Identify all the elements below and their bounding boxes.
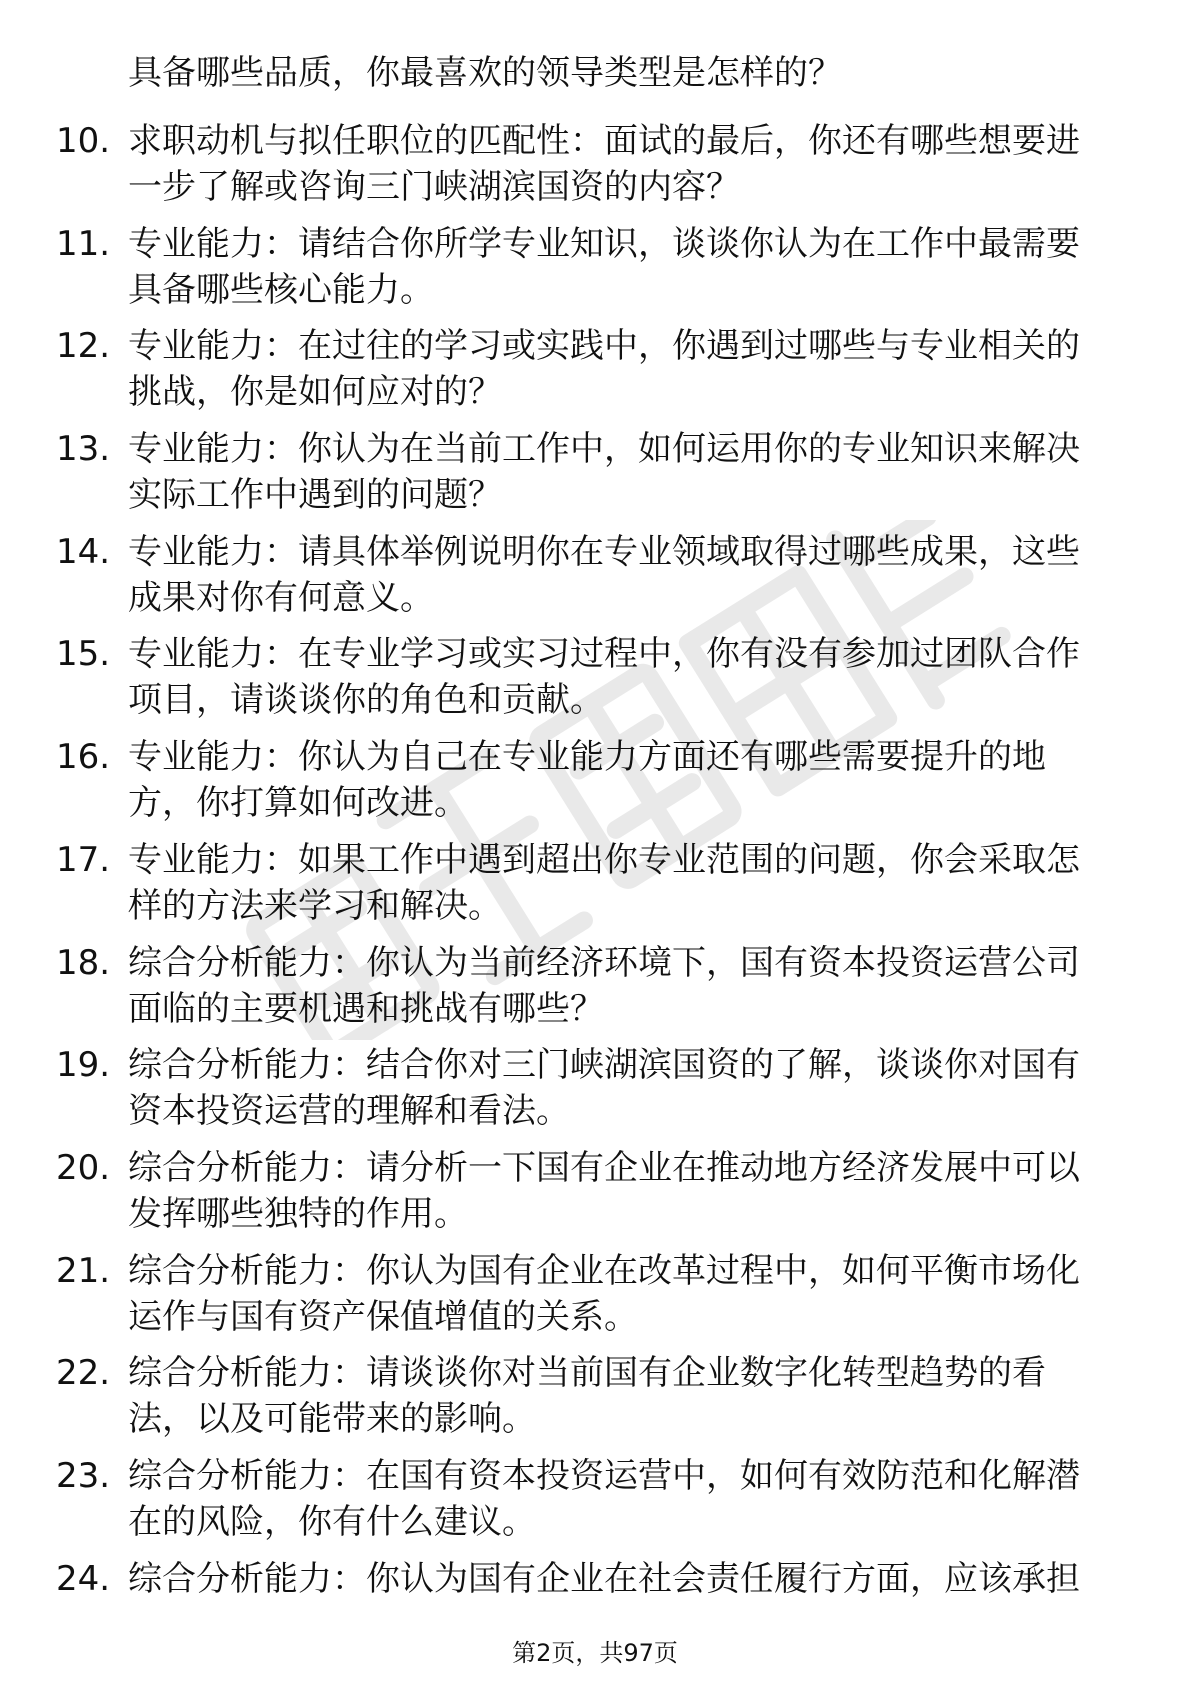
question-item (0, 734, 1190, 837)
question-text: 专业能力：在专业学习或实习过程中，你有没有参加过团队合作 项目，请谈谈你的角色和贡献。 (128, 634, 1080, 721)
question-text: 专业能力：请结合你所学专业知识，谈谈你认为在工作中最需要 具备哪些核心能力。 (128, 223, 1080, 310)
question-text: 专业能力：如果工作中遇到超出你专业范围的问题，你会采取怎 样的方法来学习和解决。 (128, 839, 1080, 926)
question-list (0, 118, 1190, 1658)
continuation-line: 具备哪些品质，你最喜欢的领导类型是怎样的？ (128, 53, 842, 93)
question-text: 综合分析能力：结合你对三门峡湖滨国资的了解，谈谈你对国有 资本投资运营的理解和看法。 (128, 1045, 1080, 1132)
question-number: 17. (56, 839, 111, 880)
question-item (0, 1248, 1190, 1351)
question-text: 专业能力：在过往的学习或实践中，你遇到过哪些与专业相关的 挑战，你是如何应对的？ (128, 326, 1080, 413)
question-item (0, 1042, 1190, 1145)
question-item (0, 426, 1190, 529)
question-text: 综合分析能力：你认为当前经济环境下，国有资本投资运营公司 面临的主要机遇和挑战有哪些？ (128, 942, 1080, 1029)
question-text: 专业能力：请具体举例说明你在专业领域取得过哪些成果，这些 成果对你有何意义。 (128, 531, 1080, 618)
question-number: 16. (56, 737, 111, 778)
question-number: 14. (56, 531, 111, 572)
question-number: 11. (56, 223, 111, 264)
question-item (0, 837, 1190, 940)
question-item (0, 118, 1190, 221)
question-text: 综合分析能力：请分析一下国有企业在推动地方经济发展中可以 发挥哪些独特的作用。 (128, 1147, 1080, 1234)
question-number: 18. (56, 942, 111, 983)
page-number-footer: 第2页，共97页 (512, 1639, 678, 1667)
question-number: 23. (56, 1455, 111, 1496)
question-item (0, 1145, 1190, 1248)
question-number: 22. (56, 1353, 111, 1394)
question-text: 专业能力：你认为自己在专业能力方面还有哪些需要提升的地 方，你打算如何改进。 (128, 737, 1046, 824)
question-number: 10. (56, 121, 111, 161)
question-number: 19. (56, 1045, 111, 1086)
question-number: 21. (56, 1250, 111, 1291)
question-text: 综合分析能力：你认为国有企业在社会责任履行方面，应该承担 (128, 1558, 1080, 1599)
question-item (0, 940, 1190, 1043)
question-item (0, 1453, 1190, 1556)
question-number: 24. (56, 1558, 111, 1599)
question-text: 求职动机与拟任职位的匹配性：面试的最后，你还有哪些想要进 一步了解或咨询三门峡湖滨国资的内容？ (128, 121, 1080, 207)
question-item (0, 529, 1190, 632)
question-item (0, 1350, 1190, 1453)
question-number: 12. (56, 326, 111, 367)
question-text: 综合分析能力：你认为国有企业在改革过程中，如何平衡市场化 运作与国有资产保值增值的关系。 (128, 1250, 1080, 1337)
question-text: 专业能力：你认为在当前工作中，如何运用你的专业知识来解决 实际工作中遇到的问题？ (128, 429, 1080, 516)
question-item (0, 631, 1190, 734)
question-number: 20. (56, 1147, 111, 1188)
question-item (0, 323, 1190, 426)
question-text: 综合分析能力：在国有资本投资运营中，如何有效防范和化解潜 在的风险，你有什么建议。 (128, 1455, 1080, 1542)
question-item (0, 221, 1190, 324)
question-text: 综合分析能力：请谈谈你对当前国有企业数字化转型趋势的看 法，以及可能带来的影响。 (128, 1353, 1046, 1440)
question-number: 13. (56, 429, 111, 470)
question-number: 15. (56, 634, 111, 675)
